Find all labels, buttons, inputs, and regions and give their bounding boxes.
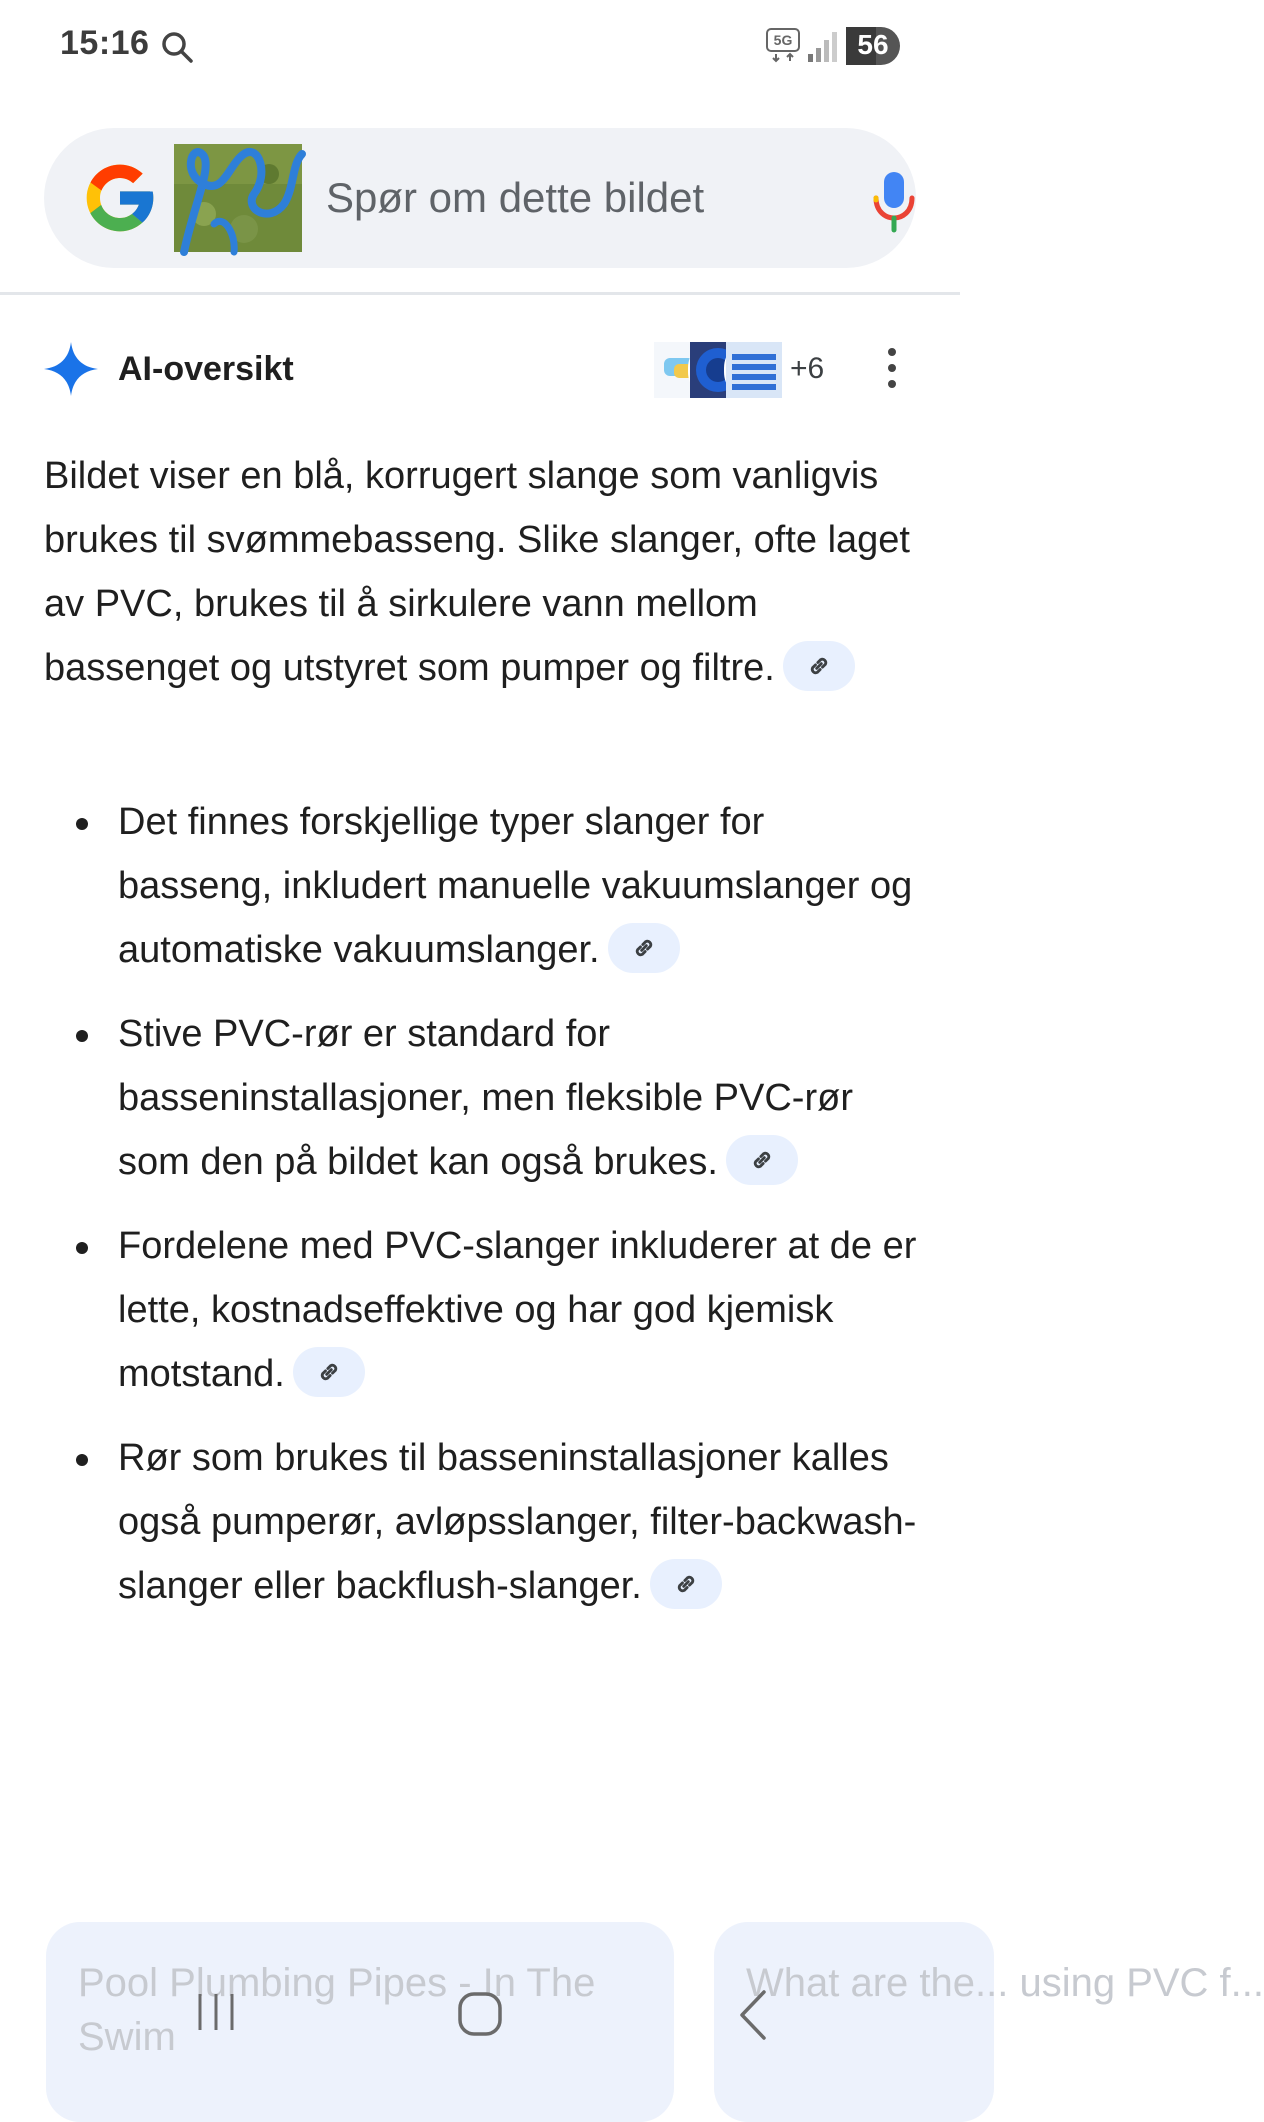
divider [0,292,960,295]
search-input[interactable]: Spør om dette bildet [326,174,705,221]
ai-overview-title: AI-oversikt [118,350,294,388]
status-time: 15:16 [60,24,150,62]
more-options-icon[interactable] [880,348,904,392]
source-card-title: Pool Plumbing Pipes - In The Swim [78,1961,596,2059]
source-link-chip[interactable] [293,1347,365,1397]
signal-icon [806,30,840,62]
bullet-text: Stive PVC-rør er standard for basseninstallasjoner, men fleksible PVC-rør som den på bildet kan også brukes. [118,1013,853,1183]
intro-text: Bildet viser en blå, korrugert slange som vanligvis brukes til svømmebasseng. Slike slanger, ofte laget av PVC, brukes til å sirkulere vann mellom bassenget og utstyret som pumper og filtre. [44,455,910,689]
recent-apps-icon[interactable] [194,1990,238,2034]
sources-more-count[interactable]: +6 [790,352,825,385]
back-icon[interactable] [734,1988,774,2042]
status-bar [0,0,960,96]
source-link-chip[interactable] [650,1559,722,1609]
source-card-title: What are the... using PVC f... [746,1961,1264,2005]
link-icon [630,934,658,962]
battery-indicator [846,27,900,65]
bullet-item [44,1426,924,1618]
bullet-dot [76,1242,88,1254]
bullet-dot [76,818,88,830]
bullet-dot [76,1030,88,1042]
bullet-text: Rør som brukes til basseninstallasjoner kalles også pumperør, avløpsslanger, filter-backwash-slanger eller backflush-slanger. [118,1437,917,1607]
link-icon [748,1146,776,1174]
link-icon [315,1358,343,1386]
source-link-chip[interactable] [783,641,855,691]
source-avatar-3[interactable] [724,340,784,400]
query-image-thumbnail[interactable] [174,144,302,252]
battery-level: 56 [857,29,889,60]
bullet-item [44,1214,924,1406]
mic-icon[interactable] [870,170,918,232]
svg-text:5G: 5G [773,32,793,48]
source-link-chip[interactable] [726,1135,798,1185]
search-bar[interactable] [44,128,916,268]
source-avatars[interactable] [652,340,842,398]
link-icon [672,1570,700,1598]
ai-overview-header [0,330,960,410]
bullet-item [44,790,924,982]
bullet-text: Det finnes forskjellige typer slanger for basseng, inkludert manuelle vakuumslanger og automatiske vakuumslanger. [118,801,913,971]
ai-overview-intro [44,444,924,700]
google-g-icon[interactable] [80,158,160,238]
link-icon [805,652,833,680]
search-status-icon [160,30,194,64]
bullet-dot [76,1454,88,1466]
hose-image [174,144,302,252]
bullet-text: Fordelene med PVC-slanger inkluderer at de er lette, kostnadseffektive og har god kjemisk motstand. [118,1225,917,1395]
network-5g-icon [766,28,800,62]
bullet-item [44,1002,924,1194]
ai-sparkle-icon [42,340,100,398]
ai-overview-bullets [44,790,924,1638]
system-navigation-bar [0,1960,960,2080]
source-link-chip[interactable] [608,923,680,973]
home-icon[interactable] [456,1990,504,2038]
